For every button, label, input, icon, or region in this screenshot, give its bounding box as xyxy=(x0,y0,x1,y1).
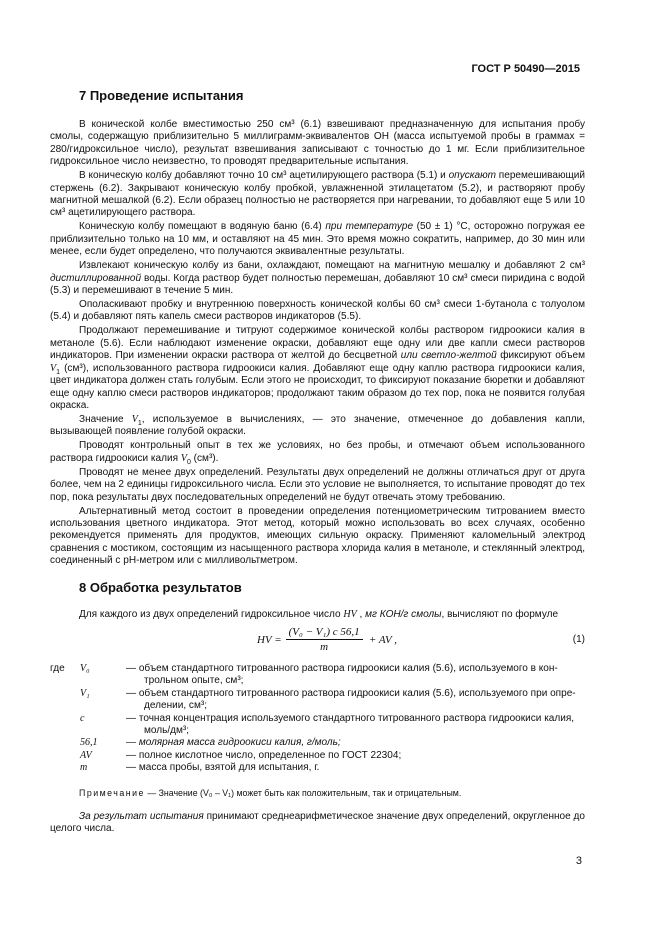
paragraph: Проводят контрольный опыт в тех же условиях, но без пробы, и отмечают объем использованного раствора гидроокиси калия $V_0$ (см³). xyxy=(50,440,585,466)
paragraph: Продолжают перемешивание и титруют содержимое конической колбы раствором гидроокиси калия в метаноле (5.6). Если наблюдают изменение окраски, добавляют еще одну или две капли смеси растворов индикаторов. При изменении окраски раствора от желтой до бесцветной или светло-желтой фиксируют объем $V_1$ (см³), использованного раствора гидроокиси калия. Добавляют еще одну каплю раствора гидроокиси калия, цвет индикатора должен стать голубым. Если этого не происходит, то фиксируют показание бюретки и добавляют еще одну каплю смеси растворов индикаторов; продолжают таким образом до тех пор, пока не появится голубая окраска. xyxy=(50,325,586,411)
formula-fraction xyxy=(286,626,363,654)
paragraph: Для каждого из двух определений гидроксильное число HV , мг КОН/г смолы, вычисляют по формуле xyxy=(79,608,559,620)
formula-rhs: AV , xyxy=(378,633,398,646)
definition-item: 56,1 — молярная масса гидроокиси калия, г/моль; xyxy=(80,737,341,749)
note: Примечание — Значение (V₀ – V₁) может быть как положительным, так и отрицательным. xyxy=(79,787,462,798)
definition-item: V₀ — объем стандартного титрованного раствора гидроокиси калия (5.6), используемого в кон- трольном опыте, см³; xyxy=(80,662,558,687)
section-7-title: 7 Проведение испытания xyxy=(79,88,244,103)
formula-plus: + xyxy=(369,633,376,646)
paragraph: За результат испытания принимают среднеарифметическое значение двух определений, округленное до целого числа. xyxy=(50,811,586,835)
paragraph: Проводят не менее двух определений. Результаты двух определений не должны отличаться друг от друга более, чем на 2 единицы гидроксильного числа. Если это условие не выполняется, то испытание проводят до тех пор, пока результаты двух последовательных определений не будут отвечать этому требованию. xyxy=(50,466,585,503)
formula-expression xyxy=(257,626,397,654)
formula-lhs: HV = xyxy=(257,633,282,646)
paragraph: Ополаскивают пробку и внутреннюю поверхность конической колбы 60 см³ смеси 1-бутанола с толуолом (5.4) и добавляют пять капель смеси растворов индикаторов (5.5). xyxy=(50,299,585,323)
paragraph: Извлекают коническую колбу из бани, охлаждают, помещают на магнитную мешалку и добавляют 2 см³ дистиллированной воды. Когда раствор будет полностью перемешан, добавляют 10 см³ смеси пиридина с водой (5.3) и перемешивают в течение 5 мин. xyxy=(50,260,585,297)
page-number: 3 xyxy=(575,855,582,867)
section-8-title: 8 Обработка результатов xyxy=(79,579,242,595)
definition-item: m — масса пробы, взятой для испытания, г. xyxy=(80,762,320,774)
paragraph: Коническую колбу помещают в водяную баню (6.4) при температуре (50 ± 1) °С, осторожно погружая ее приблизительно только на 10 мм, и оставляют на 45 мин. Это время можно сократить, например, до 30 мин или менее, если будет определено, что получаются эквивалентные результаты. xyxy=(50,221,585,258)
formula-number: (1) xyxy=(572,633,585,645)
definition-item: AV — полное кислотное число, определенное по ГОСТ 22304; xyxy=(80,749,402,761)
formula-1 xyxy=(50,624,585,662)
definition-item: c — точная концентрация используемого стандартного титрованного раствора гидроокиси калия, моль/дм³; xyxy=(80,712,575,736)
paragraph: В конической колбе вместимостью 250 см³ (6.1) взвешивают предназначенную для испытания пробу смолы, содержащую приблизительно 5 миллиграмм-эквивалентов ОН (масса испытуемой пробы в граммах = 280/гидроксильное число), результат взвешивания записывают с точностью до 1 мг. Если приблизительное гидроксильное число неизвестно, то проводят предварительные испытания. xyxy=(50,119,585,168)
symbol-definitions xyxy=(50,663,585,775)
paragraph: В коническую колбу добавляют точно 10 см³ ацетилирующего раствора (5.1) и опускают перемешивающий стержень (6.2). Закрывают коническую колбу пробкой, увлажненной этилацетатом (5.2), и растворяют пробу магнитной мешалкой (6.2). Если образец полностью не растворяется при нагревании, то добавляют еще 5 или 10 см³ ацетилирующего раствора. xyxy=(50,170,586,219)
definition-item: V₁ — объем стандартного титрованного раствора гидроокиси калия (5.6), используемого при опре- делении, см³; xyxy=(80,687,576,712)
paragraph: Значение $V_1$, используемое в вычислениях, — это значение, отмеченное до добавления капли, вызывающей появление голубой окраски. xyxy=(50,413,585,438)
formula-numerator: (V₀ − V₁) c 56,1 xyxy=(286,626,363,640)
page-content xyxy=(50,88,585,836)
formula-denominator: m xyxy=(320,641,329,654)
where-label: где xyxy=(50,662,65,674)
definition-list xyxy=(80,663,585,775)
standard-number: ГОСТ Р 50490—2015 xyxy=(471,63,580,75)
paragraph: Альтернативный метод состоит в проведении определения потенциометрическим титрованием вместо использования цветного индикатора. Этот метод, который можно использовать во всех случаях, особенно рекомендуется применять для продуктов, имеющих сильную окраску. Применяют каломельный электрод сравнения с мостиком, состоящим из насыщенного раствора хлорида калия в метаноле, и стеклянный электрод, соединенный с рН-метром или с милливольтметром. xyxy=(50,505,585,567)
